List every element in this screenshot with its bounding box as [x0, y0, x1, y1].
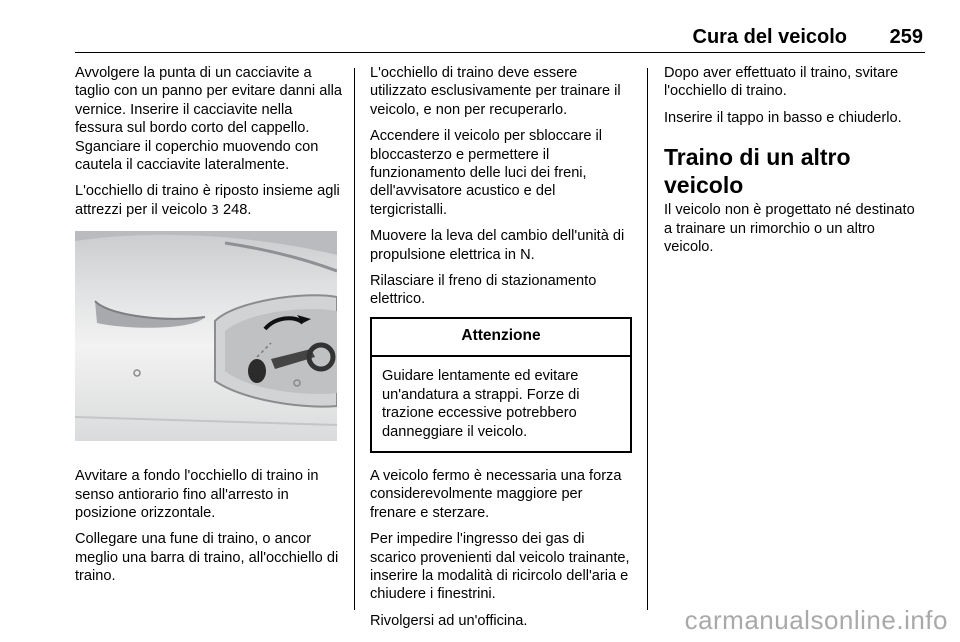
paragraph: Avvitare a fondo l'occhiello di traino in senso antiorario fino all'arresto in posizione orizzontale. [75, 468, 319, 522]
column-1 [75, 64, 343, 594]
paragraph: Per impedire l'ingresso dei gas di scarico provenienti dal veicolo trainante, inserire la modalità di ricircolo dell'aria e chiudere i finestrini. [370, 531, 630, 603]
paragraph: L'occhiello di traino deve essere utilizzato esclusivamente per trainare il veicolo, e non per recuperarlo. [370, 65, 621, 118]
paragraph: L'occhiello di traino è riposto insieme agli attrezzi per il veicolo 3 248. [75, 183, 340, 218]
column-divider [647, 68, 648, 610]
page-ref[interactable]: 248. [222, 201, 252, 218]
column-3 [664, 64, 926, 264]
section-title: Cura del veicolo [692, 26, 847, 48]
paragraph: Rilasciare il freno di stazionamento elettrico. [370, 273, 597, 308]
paragraph: Accendere il veicolo per sbloccare il bloccasterzo e permettere il funzionamento delle luci dei freni, dell'avvisatore acustico e del tergicristalli. [370, 128, 602, 218]
towing-eye-illustration [75, 231, 337, 441]
page-header [75, 26, 925, 53]
paragraph: Avvolgere la punta di un cacciavite a taglio con un panno per evitare danni alla vernice. Inserire il cacciavite nella fessura sul bordo corto del cappello. Sganciare il coperchio muovendo con cautela il cacciavite lateralmente. [75, 65, 342, 174]
column-2 [370, 64, 632, 638]
watermark: carmanualsonline.info [684, 605, 948, 635]
paragraph: Muovere la leva del cambio dell'unità di propulsione elettrica in N. [370, 228, 625, 263]
column-divider [354, 68, 355, 610]
bumper-drawing [75, 231, 337, 441]
paragraph: Dopo aver effettuato il traino, svitare l'occhiello di traino. [664, 65, 899, 100]
warning-body: Guidare lentamente ed evitare un'andatura a strappi. Forze di trazione eccessive potrebbero danneggiare il veicolo. [382, 368, 580, 440]
paragraph: A veicolo fermo è necessaria una forza considerevolmente maggiore per frenare e sterzare. [370, 467, 622, 521]
warning-box [370, 317, 632, 453]
paragraph: Rivolgersi ad un'officina. [370, 612, 528, 629]
warning-title: Attenzione [372, 319, 630, 357]
paragraph: Il veicolo non è progettato né destinato a trainare un rimorchio o un altro veicolo. [664, 202, 915, 256]
paragraph: Collegare una fune di traino, o ancor meglio una barra di traino, all'occhiello di traino. [75, 531, 339, 585]
section-heading: Traino di un altro veicolo [664, 144, 851, 199]
page-ref-arrow-icon: 3 [211, 202, 219, 217]
page-number: 259 [889, 26, 923, 48]
paragraph: Inserire il tappo in basso e chiuderlo. [664, 109, 902, 126]
